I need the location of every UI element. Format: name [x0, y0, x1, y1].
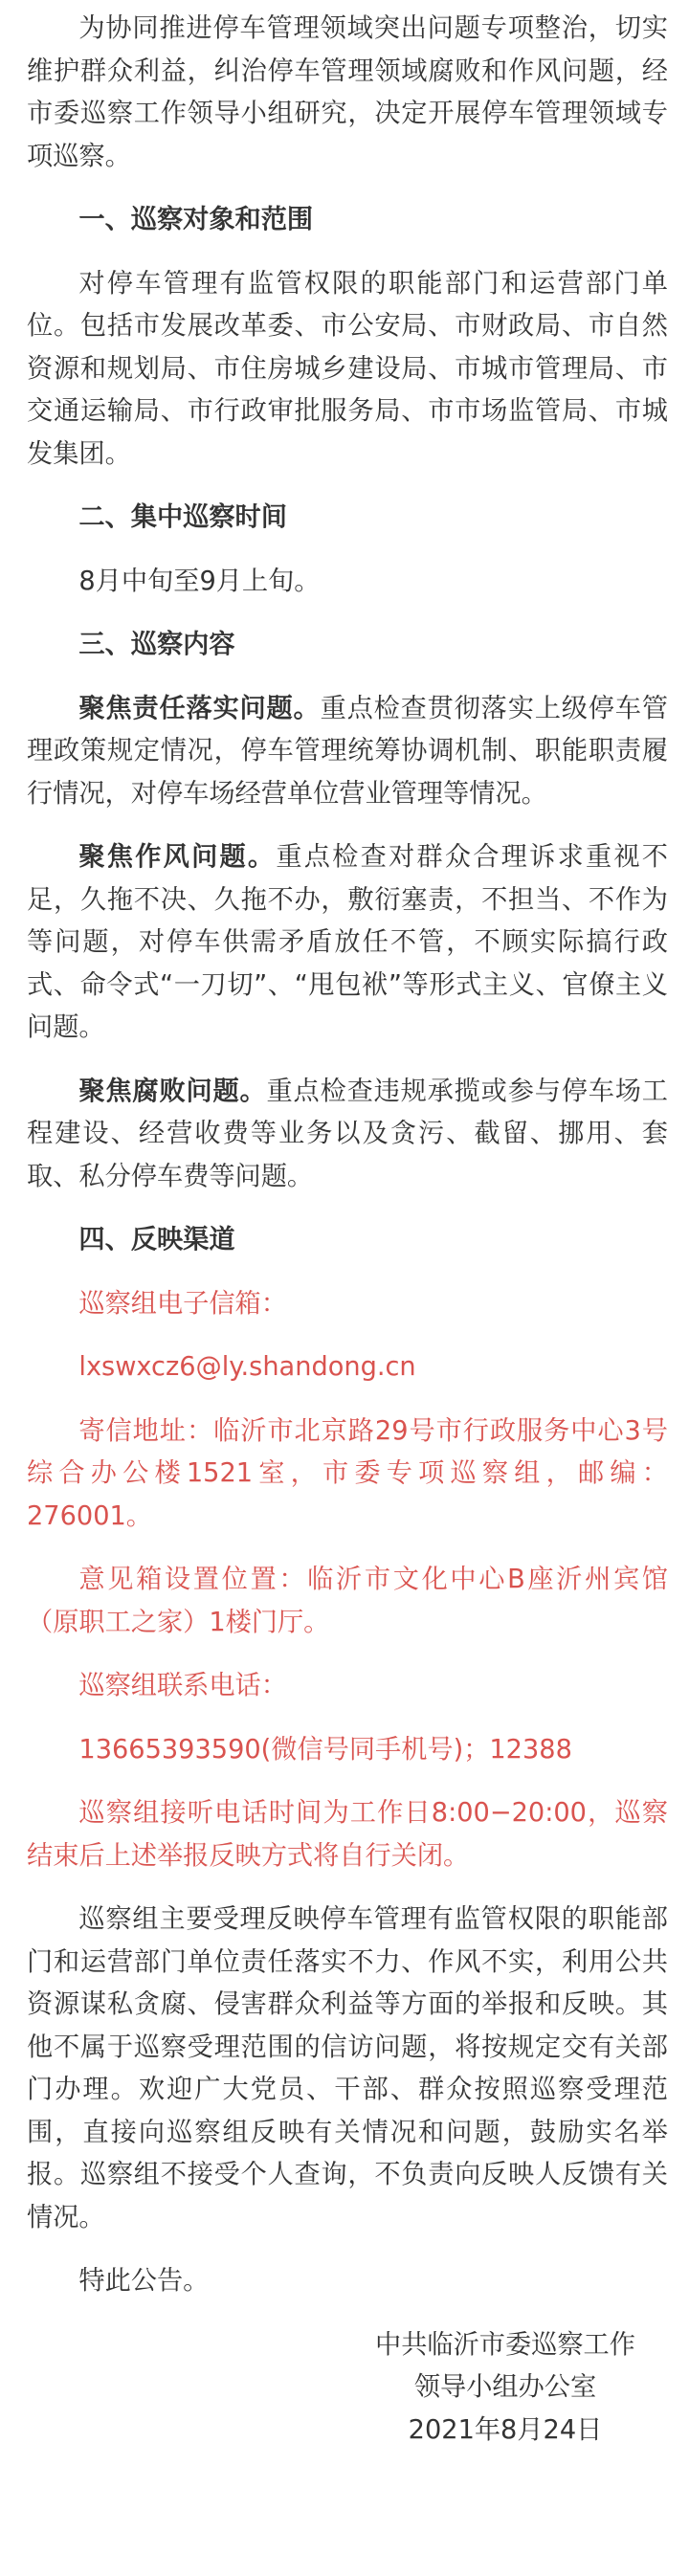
section-1-heading: 一、巡察对象和范围 [78, 205, 314, 234]
signature-org-line2: 领导小组办公室 [413, 2372, 597, 2402]
focus-style-text: 重点检查对群众合理诉求重视不足，久拖不决、久拖不办，敷衍塞责，不担当、不作为等问题，对停车供需矛盾放任不管，不顾实际搞行政式、命令式“一刀切”、“甩包袱”等形式主义、官僚主义问题。 [27, 842, 668, 1042]
focus-corruption-lead: 聚焦腐败问题。 [78, 1076, 267, 1106]
section-1-text: 对停车管理有监管权限的职能部门和运营部门单位。包括市发展改革委、市公安局、市财政局、市自然资源和规划局、市住房城乡建设局、市城市管理局、市交通运输局、市行政审批服务局、市市场监管局、市城发集团。 [27, 268, 668, 469]
email-address[interactable]: lxswxcz6@ly.shandong.cn [78, 1352, 416, 1382]
phone-label: 巡察组联系电话： [78, 1671, 287, 1700]
focus-corruption-text: 重点检查违规承揽或参与停车场工程建设、经营收费等业务以及贪污、截留、挪用、套取、私分停车费等问题。 [27, 1076, 668, 1191]
focus-style-lead: 聚焦作风问题。 [78, 842, 277, 872]
phone-hours: 巡察组接听电话时间为工作日8:00−20:00，巡察结束后上述举报反映方式将自行关闭。 [27, 1798, 668, 1871]
focus-responsibility-lead: 聚焦责任落实问题。 [78, 693, 321, 723]
suggestion-box-location: 意见箱设置位置：临沂市文化中心B座沂州宾馆（原职工之家）1楼门厅。 [27, 1565, 668, 1637]
section-4-text: 巡察组主要受理反映停车管理有监管权限的职能部门和运营部门单位责任落实不力、作风不实，利用公共资源谋私贪腐、侵害群众利益等方面的举报和反映。其他不属于巡察受理范围的信访问题，将按规定交有关部门办理。欢迎广大党员、干部、群众按照巡察受理范围，直接向巡察组反映有关情况和问题，鼓励实名举报。巡察组不接受个人查询，不负责向反映人反馈有关情况。 [27, 1904, 668, 2232]
section-2-text: 8月中旬至9月上旬。 [78, 566, 321, 596]
focus-responsibility-text: 重点检查贯彻落实上级停车管理政策规定情况，停车管理统筹协调机制、职能职责履行情况，对停车场经营单位营业管理等情况。 [27, 693, 668, 809]
signature-org-line1: 中共临沂市委巡察工作 [375, 2329, 635, 2360]
mailing-address: 寄信地址：临沂市北京路29号市行政服务中心3号综合办公楼1521室，市委专项巡察组，邮编：276001。 [27, 1415, 668, 1531]
focus-style-paragraph [27, 836, 668, 1050]
closing-text: 特此公告。 [78, 2266, 210, 2296]
section-3-heading: 三、巡察内容 [78, 630, 235, 659]
signature-block [333, 2324, 678, 2453]
phone-number[interactable]: 13665393590(微信号同手机号)；12388 [78, 1734, 572, 1765]
email-label: 巡察组电子信箱： [78, 1288, 287, 1319]
section-2-heading: 二、集中巡察时间 [78, 502, 287, 532]
focus-responsibility-paragraph [27, 688, 668, 816]
section-4-heading: 四、反映渠道 [78, 1225, 235, 1255]
intro-paragraph: 为协同推进停车管理领域突出问题专项整治，切实维护群众利益，纠治停车管理领域腐败和作风问题，经市委巡察工作领导小组研究，决定开展停车管理领域专项巡察。 [27, 13, 668, 171]
focus-corruption-paragraph [27, 1071, 668, 1199]
signature-date: 2021年8月24日 [408, 2414, 603, 2445]
